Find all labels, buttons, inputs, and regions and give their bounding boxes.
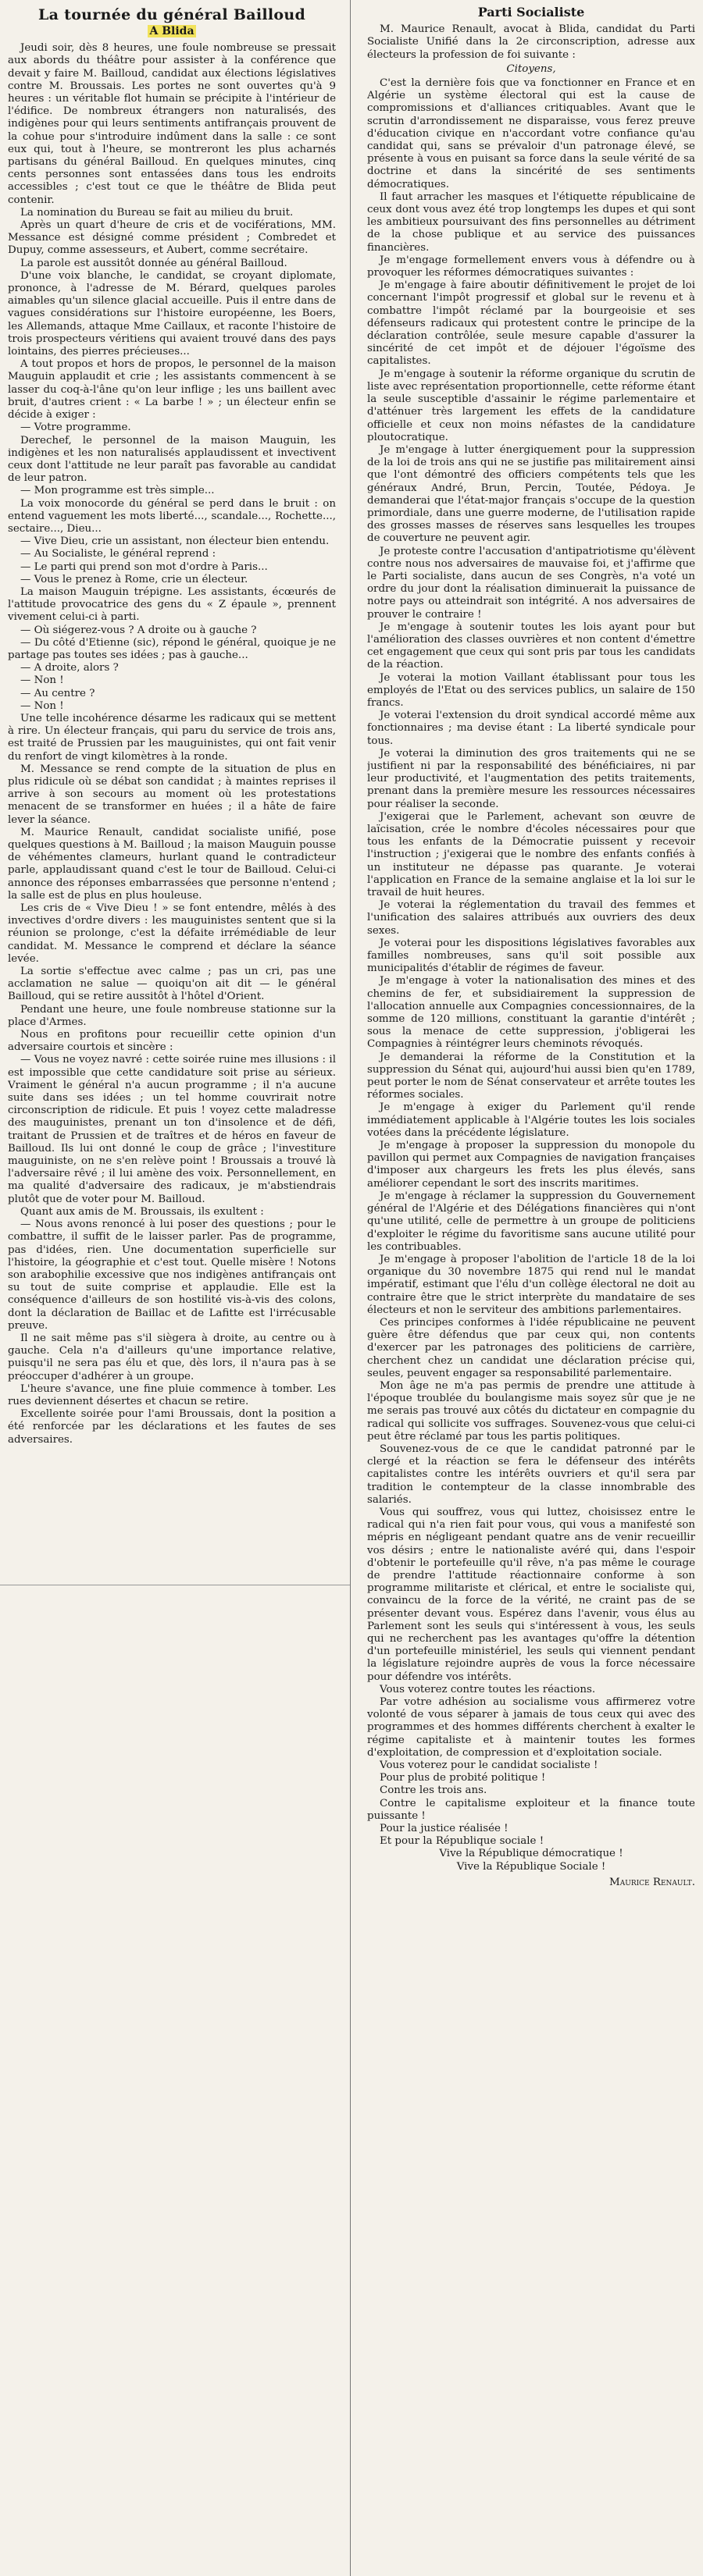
paragraph: Par votre adhésion au socialisme vous affirmerez votre volonté de vous séparer à jamais de tous ceux qui avec des programmes et des hommes différents cherchent à exalter le régime capitaliste et à maintenir toutes les formes d'exploitation, de compression et d'exploitation sociale. [367,1696,695,1759]
paragraph: Contre les trois ans. [380,1784,487,1797]
paragraph: Je proteste contre l'accusation d'antipatriotisme qu'élèvent contre nous nos adversaires de mauvaise foi, et j'affirme que le Parti socialiste, dans aucun de ses Congrès, n'a voté un ordre du jour dont la réalisation diminuerait la puissance de notre pays ou atteindrait son intégrité. A nos adversaires de prouver le contraire ! [367,545,695,621]
paragraph: Je voterai la diminution des gros traitements qui ne se justifient ni par la responsabilité des bénéficiaires, ni par leur productivité, et l'augmentation des petits traitements, prenant dans la première mesure les ressources nécessaires pour réaliser la seconde. [367,747,695,810]
article-dateline [8,25,336,37]
paragraph: Une telle incohérence désarme les radicaux qui se mettent à rire. Un électeur français, qui paru du service de trois ans, est traité de Prussien par les mauguinistes, qui ont fait venir du renfort de vingt kilomètres à la ronde. [8,712,336,763]
paragraph: Je voterai pour les dispositions législatives favorables aux familles nombreuses, sans qu'il soit possible aux municipalités d'établir de régimes de faveur. [367,937,695,975]
paragraph: Pour plus de probité politique ! [380,1772,546,1784]
paragraph: Je m'engage à lutter énergiquement pour la suppression de la loi de trois ans qui ne se justifie pas militairement ainsi que l'ont démontré des officiers compétents tels que les généraux André, Brun, Percin, Toutée, Pédoya. Je demanderai que l'état-major français s'occupe de la question primordiale, dans une guerre moderne, de l'utilisation rapide des grosses masses de réserves sans lesquelles les troupes de couverture ne peuvent agir. [367,443,695,545]
paragraph: Vous voterez pour le candidat socialiste ! [380,1759,598,1772]
paragraph: Je m'engage à faire aboutir définitivement le projet de loi concernant l'impôt progressif et global sur le revenu et à combattre l'impôt réclamé par la bourgeoisie et ses défenseurs radicaux qui protestent contre le principe de la déclaration contrôlée, seule mesure capable d'assurer la sincérité de cet impôt et de déjouer l'égoïsme des capitalistes. [367,279,695,368]
paragraph: C'est la dernière fois que va fonctionner en France et en Algérie un système électoral qui est la cause de compromissions et d'alliances critiquables. Avant que le scrutin d'arrondissement ne disparaisse, vous ferez preuve d'éducation civique en n'accordant votre confiance qu'au candidat qui, sans se prévaloir d'un patronage élevé, se présente à vous en puisant sa force dans la seule vérité de sa doctrine et dans la sincérité de ses sentiments démocratiques. [367,77,695,190]
paragraph: Je voterai l'extension du droit syndical accordé même aux fonctionnaires ; ma devise étant : La liberté syndicale pour tous. [367,710,695,747]
paragraph: — Vive Dieu, crie un assistant, non électeur bien entendu. [20,535,330,548]
paragraph: — Au Socialiste, le général reprend : [20,548,216,560]
closing-line: Vive la République démocratique ! [439,1848,623,1860]
paragraph: Je demanderai la réforme de la Constitution et la suppression du Sénat qui, aujourd'hui aussi bien qu'en 1789, peut porter le nom de Sénat conservateur et arrête toutes les réformes sociales. [367,1051,695,1101]
paragraph: Derechef, le personnel de la maison Mauguin, les indigènes et les non naturalisés applaudissent et invectivent ceux dont l'attitude ne leur paraît pas favorable au candidat de leur patron. [8,434,336,485]
paragraph: La sortie s'effectue avec calme ; pas un cri, pas une acclamation ne salue — quoiqu'on ait dit — le général Bailloud, qui se retire aussitôt à l'hôtel d'Orient. [8,966,336,1003]
greeting: Citoyens, [506,62,556,75]
paragraph: Quant aux amis de M. Broussais, ils exultent : [20,1205,264,1218]
paragraph: Mon âge ne m'a pas permis de prendre une attitude à l'époque troublée du boulangisme mais soyez sûr que je ne me serais pas trouvé aux côtés du dictateur en compagnie du radical qui sollicite vos suffrages. Souvenez-vous que celui-ci peut être réclamé par tous les partis politiques. [367,1379,695,1443]
column-divider [350,0,351,2576]
paragraph: Excellente soirée pour l'ami Broussais, dont la position a été renforcée par les déclarations et les fautes de ses adversaires. [8,1408,336,1446]
paragraph: — Du côté d'Etienne (sic), répond le général, quoique je ne partage pas toutes ses idées ; pas à gauche... [8,636,336,661]
paragraph: Contre le capitalisme exploiteur et la finance toute puissante ! [367,1797,695,1822]
paragraph: La voix monocorde du général se perd dans le bruit : on entend vaguement les mots liberté..., scandale..., Rochette..., sectaire..., Dieu... [8,497,336,535]
paragraph: Il ne sait même pas s'il siègera à droite, au centre ou à gauche. Cela n'a d'ailleurs qu'une importance relative, puisqu'il ne sera pas élu et que, dès lors, il n'aura pas à se préoccuper d'adhérer à un groupe. [8,1332,336,1382]
paragraph: — Où siégerez-vous ? A droite ou à gauche ? [20,624,257,636]
paragraph: Après un quart d'heure de cris et de vociférations, MM. Messance est désigné comme président ; Combredet et Dupuy, comme assesseurs, et Aubert, comme secrétaire. [8,219,336,257]
paragraph: La nomination du Bureau se fait au milieu du bruit. [20,206,294,219]
paragraph: Je voterai la réglementation du travail des femmes et l'unification des salaires attribués aux ouvriers des deux sexes. [367,899,695,937]
paragraph: D'une voix blanche, le candidat, se croyant diplomate, prononce, à l'adresse de M. Bérard, quelques paroles aimables qu'un silence glacial accueille. Puis il entre dans de vagues considérations sur l'histoire européenne, les Boers, les Allemands, attaque Mme Caillaux, et raconte l'histoire de trois prospecteurs véritiens qui avaient trouvé dans des pays lointains, des pierres précieuses... [8,269,336,358]
right-article-body [367,77,695,1848]
paragraph: Je m'engage à exiger du Parlement qu'il rende immédiatement applicable à l'Algérie toutes les lois sociales votées dans la précédente législature. [367,1101,695,1139]
paragraph: — Vous ne voyez navré : cette soirée ruine mes illusions : il est impossible que cette candidature soit prise au sérieux. Vraiment le général n'a aucun programme ; il n'a aucune suite dans ses idées ; un tel homme couvrirait notre circonscription de ridicule. Et puis ! voyez cette maladresse des mauguinistes, prenant un ton d'insolence et de défi, traitant de Prussien et de traîtres et de héros en faveur de Bailloud. Ils lui ont donné le coup de grâce ; l'investiture mauguiniste, on ne s'en relève point ! Broussais a trouvé là l'adversaire rêvé ; il lui amène des voix. Personnellement, en ma qualité d'adversaire des radicaux, je m'abstiendrais plutôt que de voter pour M. Bailloud. [8,1054,336,1205]
article-headline-parti-socialiste: Parti Socialiste [477,5,585,20]
paragraph: La maison Mauguin trépigne. Les assistants, écœurés de l'attitude provocatrice des gens du « Z épaule », prennent vivement celui-ci à parti. [8,585,336,624]
article-headline-bailloud: La tournée du général Bailloud [37,6,306,23]
paragraph: Je m'engage à soutenir la réforme organique du scrutin de liste avec représentation proportionnelle, cette réforme étant la seule susceptible d'assainir le régime parlementaire et d'atténuer très largement les effets de la candidature officielle et ceux non moins néfastes de la candidature ploutocratique. [367,368,695,443]
paragraph: — Le parti qui prend son mot d'ordre à Paris... [20,560,268,573]
paragraph: Je m'engage à proposer l'abolition de l'article 18 de la loi organique du 30 novembre 1875 qui rend nul le mandat impératif, estimant que l'élu d'un collège électoral ne doit au contraire être que le strict interprète du mandataire de ses électeurs et non le serviteur des ambitions parlementaires. [367,1253,695,1316]
dateline-highlight: A Blida [149,25,194,37]
article-intro: M. Maurice Renault, avocat à Blida, candidat du Parti Socialiste Unifié dans la 2e circonscription, adresse aux électeurs la profession de foi suivante : [367,23,695,61]
paragraph: Les cris de « Vive Dieu ! » se font entendre, mêlés à des invectives d'ordre divers : les mauguinistes sentent que si la réunion se prolonge, c'est la défaite irrémédiable de leur candidat. M. Messance le comprend et déclare la séance levée. [8,902,336,965]
paragraph: Pour la justice réalisée ! [380,1823,509,1835]
paragraph: J'exigerai que le Parlement, achevant son œuvre de laïcisation, crée le nombre d'écoles nécessaires pour que tous les enfants de la Démocratie puissent y recevoir l'instruction ; j'exigerai que le nombre des enfants confiés à un instituteur ne dépasse pas quarante. Je voterai l'application en France de la semaine anglaise et la loi sur le travail de huit heures. [367,810,695,899]
right-column-article [367,0,695,2576]
left-article-body [8,42,336,1446]
paragraph: — Au centre ? [20,687,95,699]
paragraph: — Mon programme est très simple... [20,485,215,497]
paragraph: Jeudi soir, dès 8 heures, une foule nombreuse se pressait aux abords du théâtre pour assister à la conférence que devait y faire M. Bailloud, candidat aux élections législatives contre M. Broussais. Les portes ne sont ouvertes qu'à 9 heures : un véritable flot humain se précipite à l'intérieur de l'édifice. De nombreux étrangers non naturalisés, des indigènes pour qui leurs sentiments antifrançais prouvent de la cohue pour s'introduire indûment dans la salle : ce sont eux qui, tout à l'heure, se montreront les plus acharnés partisans du général Bailloud. En quelques minutes, cinq cents personnes sont entassées dans tous les endroits accessibles ; c'est tout ce que le théâtre de Blida peut contenir. [8,42,336,206]
signature: Maurice Renault. [609,1876,695,1888]
paragraph: — A droite, alors ? [20,662,119,674]
paragraph: A tout propos et hors de propos, le personnel de la maison Mauguin applaudit et crie ; les assistants commencent à se lasser du coq-à-l'âne qu'on leur inflige ; les uns baillent avec bruit, d'autres crient : « La barbe ! » ; un électeur enfin se décide à exiger : [8,358,336,422]
paragraph: Pendant une heure, une foule nombreuse stationne sur la place d'Armes. [8,1003,336,1028]
paragraph: Je voterai la motion Vaillant établissant pour tous les employés de l'Etat ou des services publics, un salaire de 150 francs. [367,671,695,709]
paragraph: — Vous le prenez à Rome, crie un électeur. [20,573,248,585]
closing-slogans [367,1848,695,1873]
paragraph: Je m'engage à soutenir toutes les lois ayant pour but l'amélioration des classes ouvrières et non content d'émettre cet engagement que ceux qui sont pris par tous les candidats de la réaction. [367,621,695,671]
paragraph: La parole est aussitôt donnée au général Bailloud. [20,257,287,269]
paragraph: Je m'engage formellement envers vous à défendre ou à provoquer les réformes démocratiques suivantes : [367,254,695,279]
paragraph: — Nous avons renoncé à lui poser des questions ; pour le combattre, il suffit de le laisser parler. Pas de programme, pas d'idées, rien. Une documentation superficielle sur l'histoire, la géographie et c'est tout. Quelle misère ! Notons son arabophilie excessive que nos indigènes antifrançais ont su tout de suite comprise et applaudie. Elle est la conséquence d'ailleurs de son hostilité vis-à-vis des colons, dont la déclaration de Baillac et de Lafitte est l'irrécusable preuve. [8,1219,336,1332]
paragraph: Souvenez-vous de ce que le candidat patronné par le clergé et la réaction se fera le défenseur des intérêts capitalistes contre les intérêts ouvriers et qu'il sera par tradition le contempteur de la classe innombrable des salariés. [367,1443,695,1506]
paragraph: Vous voterez contre toutes les réactions. [380,1683,596,1695]
paragraph: Je m'engage à réclamer la suppression du Gouvernement général de l'Algérie et des Délégations financières qui n'ont qu'une utilité, celle de permettre à un groupe de politiciens d'exploiter le régime du favoritisme sans aucune utilité pour les contribuables. [367,1190,695,1253]
paragraph: — Votre programme. [20,422,131,434]
paragraph: Ces principes conformes à l'idée républicaine ne peuvent guère être défendus que par ceux qui, non contents d'exercer par les patronages des politiciens de carrière, cherchent chez un candidat une déclaration précise qui, seules, peuvent engager sa responsabilité parlementaire. [367,1316,695,1379]
paragraph: Il faut arracher les masques et l'étiquette républicaine de ceux dont vous avez été trop longtemps les dupes et qui sont les ambitieux poursuivant des fins personnelles au détriment de la chose publique et au service des puissances financières. [367,190,695,254]
left-column-article [8,0,336,1585]
paragraph: Et pour la République sociale ! [380,1835,544,1848]
paragraph: Je m'engage à proposer la suppression du monopole du pavillon qui permet aux Compagnies de navigation françaises d'imposer aux chargeurs les frets les plus élevés, sans améliorer cependant le sort des inscrits maritimes. [367,1140,695,1190]
paragraph: Nous en profitons pour recueillir cette opinion d'un adversaire courtois et sincère : [8,1029,336,1054]
closing-line: Vive la République Sociale ! [456,1860,606,1873]
paragraph: — Non ! [20,674,64,687]
paragraph: Je m'engage à voter la nationalisation des mines et des chemins de fer, et subsidiairement la suppression de l'allocation annuelle aux Compagnies concessionnaires, de la somme de 120 millions, constituant la garantie d'intérêt ; sous la menace de cette suppression, j'obligerai les Compagnies à réintégrer leurs cheminots révoqués. [367,975,695,1051]
paragraph: M. Messance se rend compte de la situation de plus en plus ridicule où se débat son candidat ; à maintes reprises il arrive à son secours au moment où les protestations menacent de se transformer en huées ; il a hâte de faire lever la séance. [8,763,336,826]
paragraph: — Non ! [20,699,64,712]
paragraph: Vous qui souffrez, vous qui luttez, choisissez entre le radical qui n'a rien fait pour vous, qui vous a manifesté son mépris en négligeant pendant quatre ans de venir recueillir vos désirs ; entre le nationaliste avéré qui, dans l'espoir d'obtenir le portefeuille qu'il rêve, n'a pas même le courage de prendre l'attitude réactionnaire conforme à son programme militariste et clérical, et entre le socialiste qui, convaincu de la force de la vérité, ne craint pas de se présenter devant vous. Espérez dans l'avenir, vous élus au Parlement sont les seuls qui s'intéressent à vous, les seuls qui ne recherchent pas les avantages qu'offre la détention d'un portefeuille ministériel, les seuls qui viennent pendant la législature rejoindre auprès de vous la force nécessaire pour défendre vos intérêts. [367,1506,695,1683]
paragraph: M. Maurice Renault, candidat socialiste unifié, pose quelques questions à M. Bailloud ; la maison Mauguin pousse de véhémentes clameurs, hurlant quand le contradicteur parle, applaudissant quand c'est le tour de Bailloud. Celui-ci annonce des réponses embarrassées que personne n'entend ; la salle est de plus en plus houleuse. [8,826,336,902]
paragraph: L'heure s'avance, une fine pluie commence à tomber. Les rues deviennent désertes et chacun se retire. [8,1382,336,1407]
